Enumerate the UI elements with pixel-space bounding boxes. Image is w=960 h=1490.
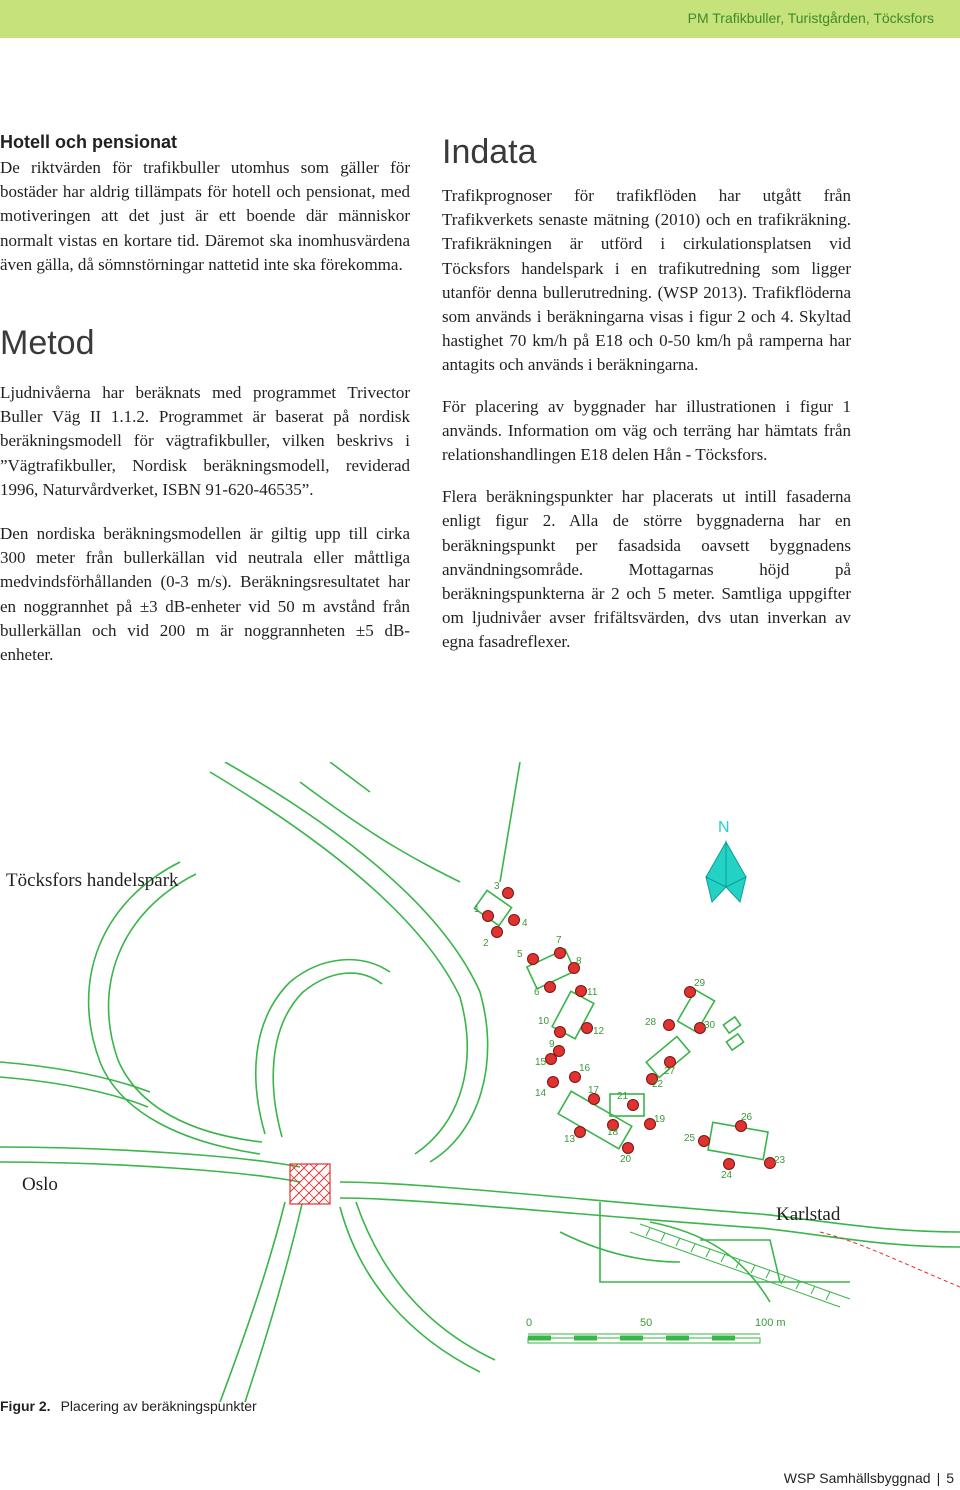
calc-point-label-10: 10 — [538, 1016, 550, 1027]
caption-text: Placering av beräkningspunkter — [60, 1398, 257, 1414]
calc-point-5 — [528, 954, 539, 965]
calc-point-label-2: 2 — [483, 938, 489, 949]
label-handelspark: Töcksfors handelspark — [6, 870, 179, 891]
page-footer — [0, 1466, 960, 1490]
calc-point-label-28: 28 — [645, 1017, 657, 1028]
caption-label: Figur 2. — [0, 1398, 51, 1414]
metod-paragraph-2: Den nordiska beräkningsmodellen är giltig upp till cirka 300 meter från bullerkällan vid neutrala eller måttliga medvindsförhållanden (0-3 m/s). Beräkningsresultatet har en noggrannhet på ±3 dB-enheter vid 50 m avstånd från bullerkällan och vid 200 m är noggrannheten ±5 dB-enheter. — [0, 524, 410, 665]
calc-point-2 — [492, 927, 503, 938]
calc-point-7 — [555, 948, 566, 959]
calc-point-label-25: 25 — [684, 1133, 696, 1144]
indata-paragraph-3: Flera beräkningspunkter har placerats ut intill fasaderna enligt figur 2. Alla de större byggnaderna har en beräkningspunkt per fasadsida oavsett byggnadens användningsområde. Mottagarnas höjd på beräkningspunkterna är 2 och 5 meter. Samtliga uppgifter om ljudnivåer avser frifältsvärden, dvs utan inverkan av egna fasadreflexer. — [442, 487, 851, 652]
north-arrow-icon — [706, 842, 746, 902]
label-karlstad: Karlstad — [776, 1204, 841, 1225]
calc-point-label-8: 8 — [576, 956, 582, 967]
calc-point-12 — [582, 1023, 593, 1034]
calc-point-4 — [509, 915, 520, 926]
right-column — [442, 132, 851, 655]
calc-point-6 — [545, 982, 556, 993]
metod-paragraph-1: Ljudnivåerna har beräknats med programmet Trivector Buller Väg II 1.1.2. Programmet är baserat på nordisk beräkningsmodell för vägtrafikbuller, vilken beskrivs i ”Vägtrafikbuller, Nordisk beräkningsmodell, reviderad 1996, Naturvårdverket, ISBN 91-620-46535”. — [0, 383, 410, 499]
metod-heading: Metod — [0, 324, 95, 363]
footer-text: WSP Samhällsbyggnad | 5 — [783, 1470, 954, 1486]
header-title: PM Trafikbuller, Turistgården, Töcksfors — [687, 10, 934, 26]
calc-point-label-1: 1 — [474, 904, 480, 915]
calc-point-28 — [664, 1020, 675, 1031]
road-network — [0, 762, 960, 1402]
calc-point-label-11: 11 — [587, 987, 598, 998]
indata-heading: Indata — [442, 133, 537, 171]
calc-point-10 — [555, 1027, 566, 1038]
indata-paragraph-2: För placering av byggnader har illustrationen i figur 1 används. Information om väg och terräng har hämtats från relationshandlingen E18 delen Hån - Töcksfors. — [442, 396, 851, 465]
north-label: N — [718, 819, 730, 836]
calc-point-label-18: 18 — [607, 1127, 619, 1138]
left-column — [0, 132, 410, 667]
calc-point-14 — [548, 1077, 559, 1088]
figure-map — [0, 762, 960, 1402]
calc-point-label-29: 29 — [694, 978, 706, 989]
bridge-hatch — [290, 1164, 330, 1204]
scale-50: 50 — [640, 1317, 653, 1329]
ramp-hatch — [630, 1224, 850, 1307]
calc-point-3 — [503, 888, 514, 899]
indata-paragraph-1: Trafikprognoser för trafikflöden har utgått från Trafikverkets senaste mätning (2010) och en trafikräkning. Trafikräkningen är utförd i cirkulationsplatsen vid Töcksfors handelspark i en trafikutredning som ligger utanför denna bullerutredning. (WSP 2013). Trafikflöderna som används i beräkningarna visas i figur 2 och 4. Skyltad hastighet 70 km/h på E18 och 0-50 km/h på ramperna har antagits och används i beräkningarna. — [442, 186, 851, 375]
figure-caption — [0, 1398, 257, 1414]
calc-point-label-15: 15 — [535, 1057, 547, 1068]
scale-100: 100 m — [755, 1317, 786, 1329]
calc-point-label-22: 22 — [652, 1079, 664, 1090]
north-arrow — [706, 819, 746, 902]
calc-point-label-4: 4 — [522, 918, 528, 929]
scale-0: 0 — [526, 1317, 533, 1329]
calc-point-label-9: 9 — [549, 1039, 555, 1050]
calc-point-label-16: 16 — [579, 1063, 591, 1074]
calc-point-label-20: 20 — [620, 1154, 632, 1165]
dashed-edge — [820, 1232, 960, 1287]
calc-point-label-7: 7 — [556, 935, 562, 946]
calc-point-label-5: 5 — [517, 949, 523, 960]
calc-point-13 — [575, 1127, 586, 1138]
label-oslo: Oslo — [22, 1174, 58, 1195]
buildings — [474, 890, 768, 1159]
calc-point-label-26: 26 — [741, 1112, 753, 1123]
calculation-points — [474, 881, 786, 1181]
calc-point-label-30: 30 — [704, 1020, 716, 1031]
calc-point-label-13: 13 — [564, 1134, 576, 1145]
hotel-heading: Hotell och pensionat — [0, 132, 178, 152]
calc-point-label-19: 19 — [654, 1114, 666, 1125]
calc-point-label-27: 27 — [664, 1066, 676, 1077]
calc-point-20 — [623, 1143, 634, 1154]
calc-point-25 — [699, 1136, 710, 1147]
calc-point-24 — [724, 1159, 735, 1170]
calc-point-11 — [576, 986, 587, 997]
calc-point-label-21: 21 — [617, 1091, 629, 1102]
calc-point-label-12: 12 — [593, 1026, 605, 1037]
hotel-paragraph: De riktvärden för trafikbuller utomhus som gäller för bostäder har aldrig tillämpats för hotell och pensionat, med motiveringen att det just är ett boende där människor normalt vistas en kortare tid. Däremot ska inomhusvärdena även gälla, då sömnstörningar nattetid inte ska förekomma. — [0, 158, 410, 274]
scale-bar — [526, 1317, 786, 1343]
calc-point-21 — [628, 1100, 639, 1111]
calc-point-label-17: 17 — [588, 1085, 600, 1096]
calc-point-label-6: 6 — [534, 987, 540, 998]
calc-point-label-3: 3 — [494, 881, 500, 892]
calc-point-label-23: 23 — [774, 1155, 786, 1166]
footer-page-number: 5 — [946, 1470, 954, 1486]
footer-company: WSP Samhällsbyggnad — [783, 1470, 931, 1486]
calc-point-label-24: 24 — [721, 1170, 733, 1181]
page-header — [0, 0, 960, 38]
calc-point-1 — [483, 911, 494, 922]
calc-point-15 — [546, 1054, 557, 1065]
calc-point-label-14: 14 — [535, 1088, 547, 1099]
site-map — [0, 762, 960, 1402]
